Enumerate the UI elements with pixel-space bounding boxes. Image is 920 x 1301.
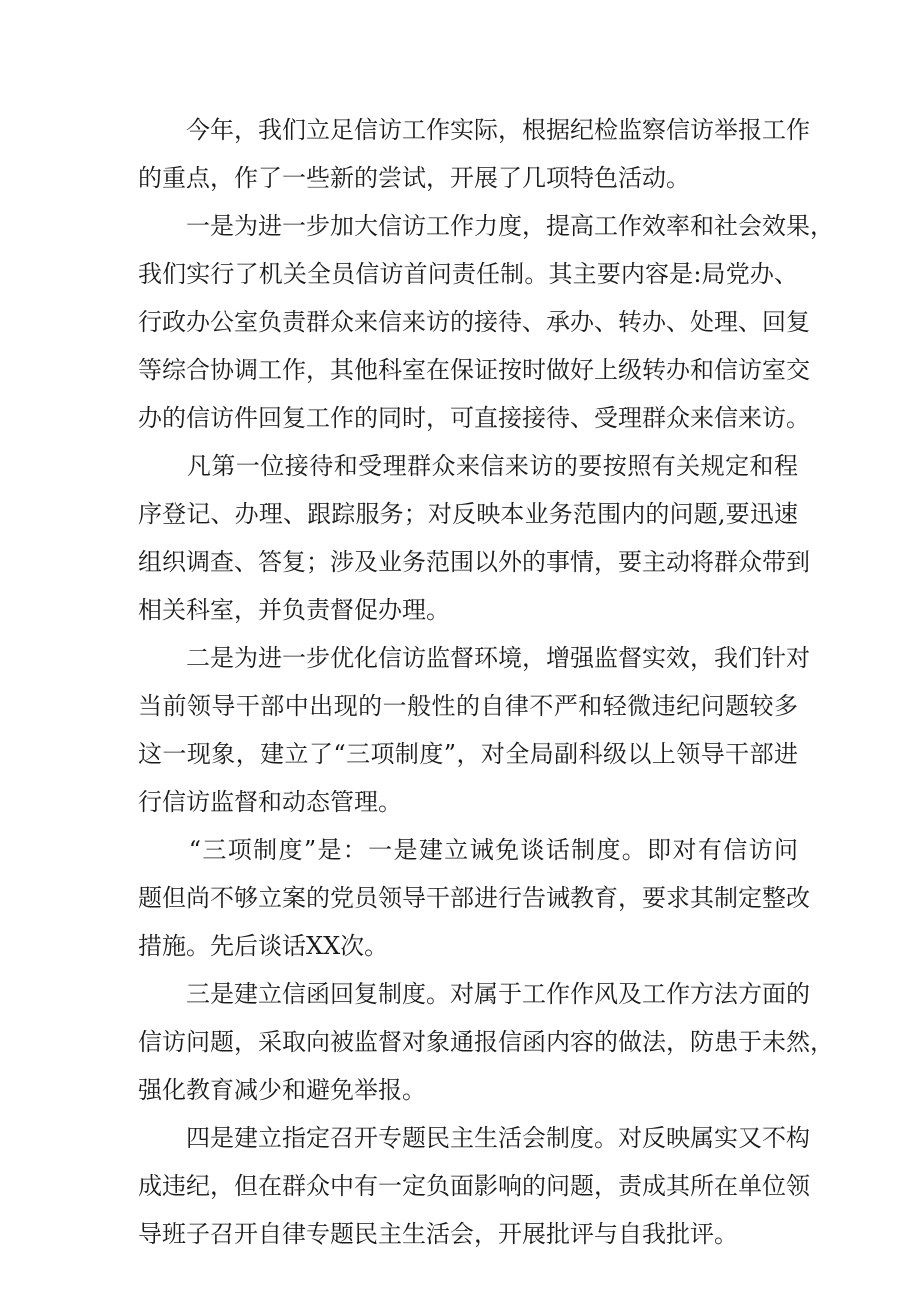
text-line: 一是为进一步加大信访工作力度，提高工作效率和社会效果， bbox=[138, 212, 834, 240]
text-line: 三是建立信函回复制度。对属于工作作风及工作方法方面的 bbox=[138, 980, 810, 1008]
paragraph-4 bbox=[138, 634, 810, 826]
document-body bbox=[138, 106, 834, 1258]
text-line: 相关科室，并负责督促办理。 bbox=[138, 596, 450, 624]
text-line: 信访问题，采取向被监督对象通报信函内容的做法，防患于未然， bbox=[138, 1028, 834, 1056]
text-line: 我们实行了机关全员信访首问责任制。其主要内容是:局党办、 bbox=[138, 260, 798, 288]
text-line: 成违纪，但在群众中有一定负面影响的问题，责成其所在单位领 bbox=[138, 1172, 810, 1200]
text-line: “三项制度”是：一是建立诫免谈话制度。即对有信访问 bbox=[138, 836, 798, 864]
paragraph-3 bbox=[138, 442, 810, 634]
text-line: 办的信访件回复工作的同时，可直接接待、受理群众来信来访。 bbox=[138, 404, 810, 432]
text-line: 组织调查、答复；涉及业务范围以外的事情，要主动将群众带到 bbox=[138, 548, 810, 576]
text-line: 题但尚不够立案的党员领导干部进行告诫教育，要求其制定整改 bbox=[138, 884, 810, 912]
text-line: 当前领导干部中出现的一般性的自律不严和轻微违纪问题较多 bbox=[138, 692, 798, 720]
text-line: 四是建立指定召开专题民主生活会制度。对反映属实又不构 bbox=[138, 1124, 810, 1152]
text-line: 导班子召开自律专题民主生活会，开展批评与自我批评。 bbox=[138, 1220, 738, 1248]
text-line: 序登记、办理、跟踪服务；对反映本业务范围内的问题,要迅速 bbox=[138, 500, 798, 528]
text-line: 行政办公室负责群众来信来访的接待、承办、转办、处理、回复 bbox=[138, 308, 810, 336]
text-line: 等综合协调工作，其他科室在保证按时做好上级转办和信访室交 bbox=[138, 356, 810, 384]
paragraph-7 bbox=[138, 1114, 810, 1258]
text-line: 强化教育减少和避免举报。 bbox=[138, 1076, 426, 1104]
text-line: 行信访监督和动态管理。 bbox=[138, 788, 402, 816]
text-line: 凡第一位接待和受理群众来信来访的要按照有关规定和程 bbox=[138, 452, 798, 480]
text-line: 措施。先后谈话XX次。 bbox=[138, 932, 389, 960]
paragraph-2 bbox=[138, 202, 834, 442]
text-line: 二是为进一步优化信访监督环境，增强监督实效，我们针对 bbox=[138, 644, 810, 672]
paragraph-5 bbox=[138, 826, 810, 970]
text-line: 这一现象，建立了“三项制度”，对全局副科级以上领导干部进 bbox=[138, 740, 798, 768]
paragraph-1 bbox=[138, 106, 810, 202]
text-line: 的重点，作了一些新的尝试，开展了几项特色活动。 bbox=[138, 164, 690, 192]
paragraph-6 bbox=[138, 970, 834, 1114]
text-line: 今年，我们立足信访工作实际，根据纪检监察信访举报工作 bbox=[138, 116, 810, 144]
